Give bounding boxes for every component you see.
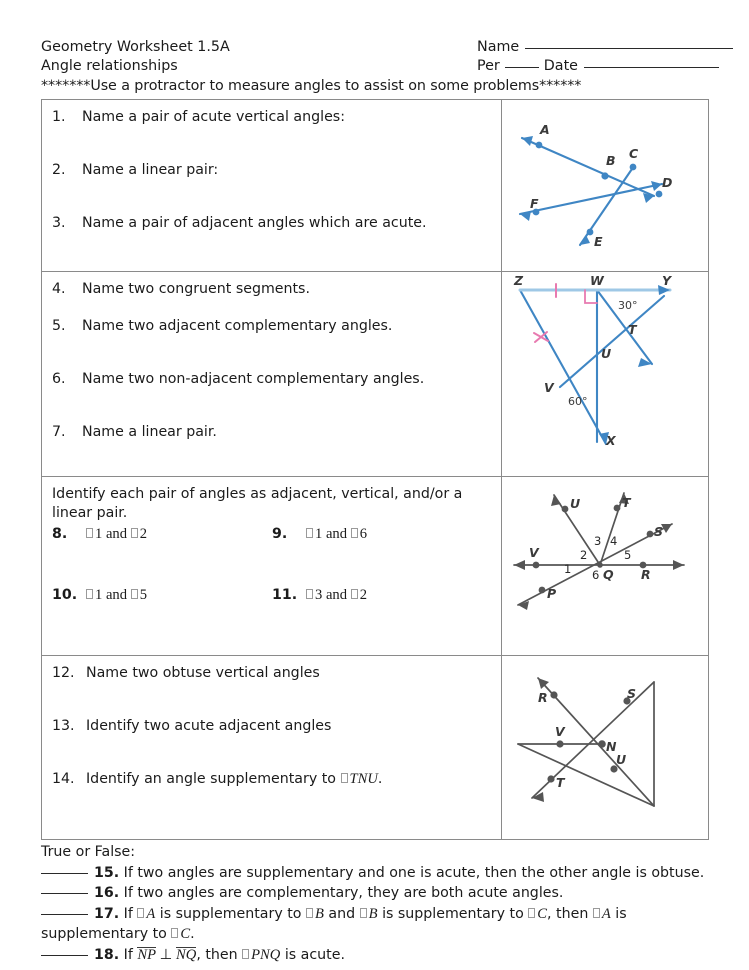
- segment-NP: NP: [137, 946, 157, 963]
- worksheet-header: [41, 38, 709, 96]
- question-text: Name two obtuse vertical angles: [86, 665, 320, 681]
- question-row-10-11: [52, 586, 492, 605]
- angle-symbol-icon: [528, 908, 535, 918]
- diagram-label-S: S: [627, 686, 637, 701]
- angle-symbol-icon: [306, 589, 313, 599]
- diagram-number-2: 2: [580, 548, 588, 562]
- question-number: 6.: [52, 371, 66, 387]
- question-text: 1 and 6: [306, 525, 367, 544]
- angle-symbol-icon: [242, 949, 249, 959]
- diagram-rays-from-Q: [502, 477, 708, 632]
- question-text: Name a linear pair.: [82, 424, 217, 440]
- question-number: 13.: [52, 718, 75, 734]
- question-text: 3 and 2: [306, 586, 367, 605]
- diagram-label-T: T: [622, 495, 631, 510]
- answer-space[interactable]: [52, 389, 492, 423]
- question-14: [52, 770, 492, 789]
- question-block-2: [42, 272, 501, 476]
- diagram-label-W: W: [590, 273, 604, 288]
- diagram-rays-through-N: [502, 656, 708, 828]
- angle-symbol-icon: [171, 928, 178, 938]
- true-false-title: True or False:: [41, 844, 136, 860]
- question-13: [52, 717, 492, 736]
- answer-space[interactable]: [52, 605, 492, 647]
- answer-space[interactable]: [52, 683, 492, 717]
- angle-symbol-icon: [86, 589, 93, 599]
- header-line-1: [41, 38, 709, 57]
- answer-space[interactable]: [52, 736, 492, 770]
- diagram-cell-2: [502, 272, 709, 477]
- name-label: Name: [477, 39, 520, 55]
- question-text: Name two non-adjacent complementary angles.: [82, 371, 425, 387]
- question-number: 10.: [52, 587, 78, 603]
- question-text: 1 and 2: [86, 525, 147, 544]
- question-number: 7.: [52, 424, 66, 440]
- diagram-label-V: V: [555, 724, 565, 739]
- question-number: 12.: [52, 665, 75, 681]
- question-7: [52, 423, 492, 442]
- segment-NQ: NQ: [176, 946, 197, 963]
- true-false-item-17: [41, 904, 708, 945]
- angle-symbol-icon: [360, 908, 367, 918]
- table-row: [42, 477, 709, 656]
- answer-space[interactable]: [52, 233, 492, 263]
- question-row-8-9: [52, 525, 492, 544]
- answer-space[interactable]: [52, 127, 492, 161]
- question-9: [272, 525, 492, 544]
- answer-blank[interactable]: [41, 873, 88, 874]
- angle-symbol-icon: [306, 528, 313, 538]
- diagram-label-E: E: [594, 234, 603, 249]
- protractor-instruction: *******Use a protractor to measure angles to assist on some problems******: [41, 78, 582, 94]
- section-3-instruction: Identify each pair of angles as adjacent, vertical, and/or a linear pair.: [52, 486, 463, 521]
- angle-symbol-icon: [593, 908, 600, 918]
- answer-space[interactable]: [52, 336, 492, 370]
- diagram-label-S: S: [654, 524, 664, 539]
- diagram-label-B: B: [606, 153, 616, 168]
- diagram-label-U: U: [570, 496, 581, 511]
- question-block-3: [42, 477, 501, 655]
- answer-blank[interactable]: [41, 893, 88, 894]
- diagram-label-T: T: [628, 322, 637, 337]
- diagram-label-D: D: [662, 175, 673, 190]
- question-12: [52, 664, 492, 683]
- diagram-label-U: U: [616, 752, 627, 767]
- diagram-label-V: V: [544, 380, 554, 395]
- question-text: Name a pair of adjacent angles which are acute.: [82, 215, 427, 231]
- per-input-rule[interactable]: [505, 67, 539, 68]
- questions-cell-3: [42, 477, 502, 656]
- diagram-label-R: R: [641, 567, 651, 582]
- question-number: 14.: [52, 771, 75, 787]
- worksheet-subtitle: Angle relationships: [41, 58, 178, 74]
- question-number: 1.: [52, 109, 66, 125]
- question-block-1: [42, 100, 501, 271]
- answer-space[interactable]: [52, 789, 492, 831]
- diagram-label-F: F: [530, 196, 539, 211]
- worksheet-title: Geometry Worksheet 1.5A: [41, 39, 230, 55]
- question-5: [52, 317, 492, 336]
- angle-symbol-icon: [131, 589, 138, 599]
- diagram-label-X: X: [606, 433, 616, 448]
- diagram-cell-1: [502, 100, 709, 272]
- diagram-label-A: A: [540, 122, 550, 137]
- diagram-angle-30: 30°: [618, 299, 638, 312]
- item-number: 15.: [94, 864, 120, 881]
- name-field-group: [477, 38, 733, 57]
- date-label: Date: [543, 58, 578, 74]
- question-1: [52, 108, 492, 127]
- question-number: 5.: [52, 318, 66, 334]
- angle-symbol-icon: [86, 528, 93, 538]
- item-number: 17.: [94, 905, 120, 922]
- answer-blank[interactable]: [41, 955, 88, 956]
- question-number: 3.: [52, 215, 66, 231]
- question-text: Name a linear pair:: [82, 162, 219, 178]
- diagram-number-1: 1: [564, 562, 572, 576]
- true-false-item-16: [41, 883, 708, 904]
- diagram-label-V: V: [529, 545, 539, 560]
- diagram-number-4: 4: [610, 534, 618, 548]
- question-number: 2.: [52, 162, 66, 178]
- diagram-cell-3: [502, 477, 709, 656]
- angle-symbol-icon: [306, 908, 313, 918]
- true-false-item-18: [41, 945, 708, 966]
- answer-blank[interactable]: [41, 914, 88, 915]
- question-text: Name a pair of acute vertical angles:: [82, 109, 345, 125]
- item-text: If two angles are supplementary and one is acute, then the other angle is obtuse.: [123, 864, 705, 881]
- question-8: [52, 525, 272, 544]
- question-6: [52, 370, 492, 389]
- diagram-label-P: P: [547, 586, 557, 601]
- true-false-section: [41, 842, 708, 965]
- angle-symbol-icon: [137, 908, 144, 918]
- question-number: 9.: [272, 526, 288, 542]
- question-text: Name two congruent segments.: [82, 281, 310, 297]
- diagram-number-5: 5: [624, 548, 632, 562]
- diagram-triangle-ZWY: [502, 272, 708, 462]
- angle-symbol-icon: [351, 528, 358, 538]
- questions-cell-1: [42, 100, 502, 272]
- diagram-label-Y: Y: [662, 273, 672, 288]
- table-row: [42, 272, 709, 477]
- table-row: [42, 100, 709, 272]
- questions-cell-2: [42, 272, 502, 477]
- question-text: Identify an angle supplementary to TNU.: [86, 771, 383, 787]
- question-text: Identify two acute adjacent angles: [86, 718, 332, 734]
- question-text: 1 and 5: [86, 586, 147, 605]
- per-label: Per: [477, 58, 500, 74]
- question-number: 11.: [272, 587, 298, 603]
- angle-symbol-icon: [351, 589, 358, 599]
- true-false-item-15: [41, 863, 708, 884]
- answer-space[interactable]: [52, 544, 492, 586]
- questions-cell-4: [42, 656, 502, 840]
- perpendicular-icon: ⊥: [159, 946, 173, 963]
- diagram-number-6: 6: [592, 568, 600, 582]
- name-input-rule[interactable]: [525, 48, 733, 49]
- question-text: Name two adjacent complementary angles.: [82, 318, 393, 334]
- diagram-label-T: T: [556, 775, 565, 790]
- diagram-angle-60: 60°: [568, 395, 588, 408]
- item-text: If two angles are complementary, they are both acute angles.: [123, 885, 564, 901]
- question-block-4: [42, 656, 501, 839]
- question-4: [52, 280, 492, 299]
- diagram-label-R: R: [538, 690, 548, 705]
- angle-symbol-icon: [131, 528, 138, 538]
- diagram-label-U: U: [601, 346, 612, 361]
- diagram-three-lines-intersecting-at-B: [502, 100, 708, 252]
- question-number: 4.: [52, 281, 66, 297]
- date-input-rule[interactable]: [584, 67, 719, 68]
- question-10: [52, 586, 272, 605]
- per-date-field-group: [477, 57, 719, 76]
- table-row: [42, 656, 709, 840]
- question-2: [52, 161, 492, 180]
- item-number: 18.: [94, 946, 120, 963]
- item-text: If A is supplementary to B and B is supplementary to C, then A is supplementary to C.: [41, 905, 627, 942]
- question-3: [52, 214, 492, 233]
- diagram-label-C: C: [629, 146, 639, 161]
- answer-space[interactable]: [52, 180, 492, 214]
- diagram-label-Z: Z: [514, 273, 524, 288]
- diagram-cell-4: [502, 656, 709, 840]
- answer-space[interactable]: [52, 299, 492, 317]
- question-11: [272, 586, 492, 605]
- header-line-2: [41, 57, 709, 76]
- diagram-label-Q: Q: [603, 567, 614, 582]
- diagram-number-3: 3: [594, 534, 602, 548]
- worksheet-table: [41, 99, 709, 840]
- item-text: If NP ⊥ NQ, then PNQ is acute.: [123, 946, 345, 963]
- diagram-label-N: N: [606, 739, 617, 754]
- answer-space[interactable]: [52, 442, 492, 468]
- angle-symbol-icon: [341, 773, 348, 783]
- item-number: 16.: [94, 885, 120, 901]
- question-number: 8.: [52, 526, 68, 542]
